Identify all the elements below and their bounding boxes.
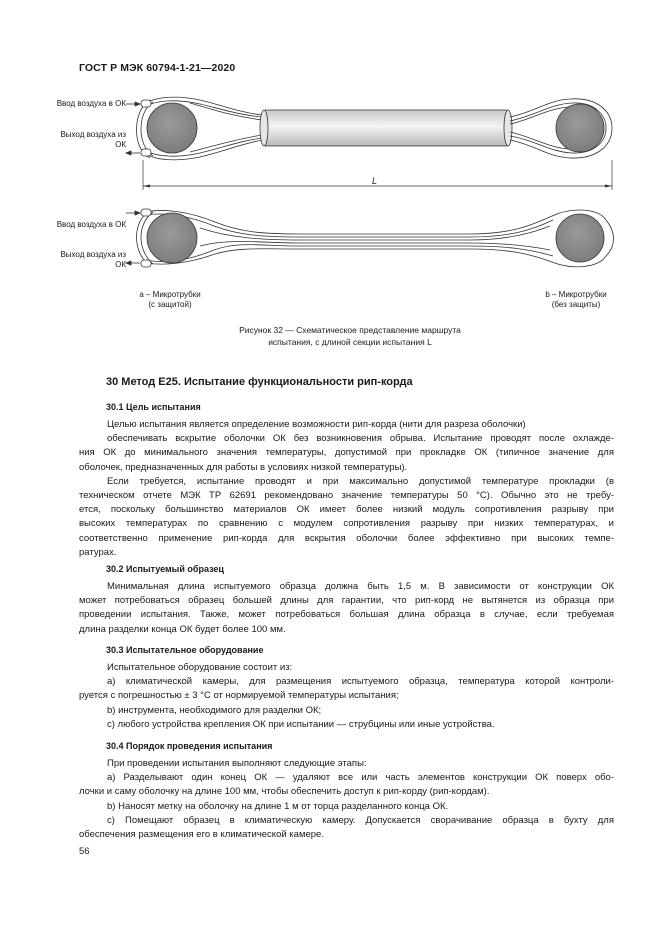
caption-b	[526, 290, 626, 310]
subsection-30-2-heading: 30.2 Испытуемый образец	[106, 564, 224, 574]
page-number: 56	[79, 846, 90, 857]
subsection-30-3-text	[79, 661, 614, 732]
section-title: 30 Метод Е25. Испытание функциональности рип-корда	[106, 376, 413, 388]
text-line: с) Помещают образец в климатическую камеру. Допускается сворачивание образца в бухту для	[107, 814, 614, 826]
label-air-inlet-bottom: Ввод воздуха в ОК	[56, 220, 126, 229]
top-route-diagram	[126, 97, 612, 190]
figure-32-diagram	[0, 0, 661, 340]
bottom-route-diagram	[126, 209, 614, 267]
text-line: ется, поскольку большинство материалов ОК имеет более низкий модуль сопротивления разрыву при	[79, 504, 614, 516]
text-line: а) климатической камеры, для размещения испытуемого образца, температура которой контроли-	[107, 676, 614, 688]
subsection-30-1-text	[79, 418, 614, 560]
dimension-label-L: L	[372, 176, 378, 186]
text-line: обеспечивать вскрытие оболочки ОК без возникновения обрыва. Испытание проводят после охлажде-	[107, 433, 614, 445]
subsection-30-4-text	[79, 757, 614, 842]
text-line: с) любого устройства крепления ОК при испытании — струбцины или иные устройства.	[107, 718, 495, 730]
right-drum-icon	[556, 104, 604, 152]
text-line: обеспечения размещения его в климатической камере.	[79, 829, 324, 841]
text-line: Испытательное оборудование состоит из:	[107, 662, 293, 673]
text-line: Если требуется, испытание проводят и при максимально допустимой температуре прокладки (в	[107, 475, 614, 487]
text-line: ратурах.	[79, 546, 117, 558]
caption-a-line2: (с защитой)	[148, 300, 192, 309]
left-drum-icon	[147, 103, 197, 153]
left-drum-bottom-icon	[147, 213, 197, 263]
right-drum-bottom-icon	[556, 214, 604, 262]
subsection-30-1-heading: 30.1 Цель испытания	[106, 402, 201, 412]
caption-b-line2: (без защиты)	[551, 300, 601, 309]
text-line: b) инструмента, необходимого для разделки ОК;	[107, 704, 322, 716]
caption-b-line1: b – Микротрубки	[545, 290, 607, 299]
subsection-30-4-heading: 30.4 Порядок проведения испытания	[106, 741, 273, 751]
text-line: руется с погрешностью ± 3 °С от нормируемой температуры испытания;	[79, 690, 399, 702]
text-line: Целью испытания является определение возможности рип-корда (нити для разреза оболочки)	[107, 419, 526, 430]
subsection-30-2-text	[79, 580, 614, 637]
text-line: длина разделки конца ОК будет более 100 мм.	[79, 623, 286, 635]
figure-title-line2: испытания, с длиной секции испытания L	[268, 337, 432, 347]
text-line: Минимальная длина испытуемого образца должна быть 1,5 м. В зависимости от конструкции ОК	[107, 581, 614, 592]
text-line: может потребоваться образец большей длины для гарантии, что рип-корд не вытянется из образца при	[79, 595, 614, 607]
text-line: высоких температурах по сравнению с модулем сопротивления разрыву при низких температурах, и	[79, 518, 614, 530]
text-line: лочки и саму оболочку на длине 100 мм, чтобы обеспечить доступ к рип-корду (рип-кордам).	[79, 786, 490, 798]
label-air-outlet-bottom: Выход воздуха из ОК	[60, 250, 126, 269]
caption-a	[120, 290, 220, 310]
caption-a-line1: a – Микротрубки	[139, 290, 201, 299]
text-line: оболочек, предназначенных для работы в условиях низкой температуры).	[79, 461, 408, 473]
figure-title-line1: Рисунок 32 — Схематическое представление маршрута	[239, 325, 461, 335]
label-air-inlet-top: Ввод воздуха в ОК	[56, 99, 126, 108]
text-line: а) Разделывают один конец ОК — удаляют все или часть элементов конструкции ОК поверх обо-	[107, 772, 614, 784]
text-line: ния ОК до минимального значения температуры, допустимой при прокладке ОК (типичное значение для	[79, 447, 614, 459]
label-air-outlet-top: Выход воздуха из ОК	[60, 130, 126, 149]
cable-section	[262, 110, 510, 146]
document-header: ГОСТ Р МЭК 60794-1-21—2020	[79, 62, 236, 74]
text-line: техническом отчете МЭК ТР 62691 рекомендовано значение температуры 50 °С). Обычно это не требу-	[79, 490, 614, 502]
text-line: При проведении испытания выполняют следующие этапы:	[107, 758, 367, 769]
text-line: b) Наносят метку на оболочку на длине 1 м от торца разделанного конца ОК.	[107, 800, 449, 812]
text-line: соответственно применение рип-корда для вскрытия оболочки более эффективно при высоких темпе-	[79, 532, 614, 544]
figure-title	[150, 324, 550, 348]
text-line: проведении испытания. Также, может потребоваться большая длина образца в случае, если требуемая	[79, 609, 614, 621]
subsection-30-3-heading: 30.3 Испытательное оборудование	[106, 645, 264, 655]
